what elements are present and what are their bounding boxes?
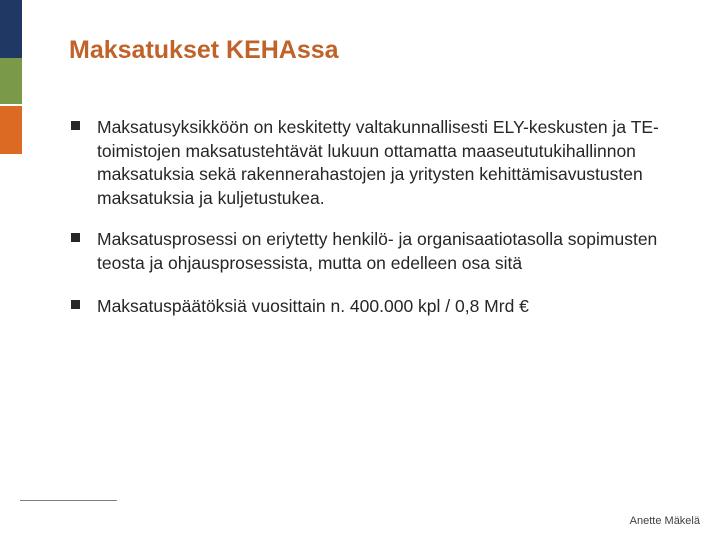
footer-author: Anette Mäkelä <box>629 515 700 527</box>
square-bullet-icon <box>71 233 80 242</box>
bullet-text: Maksatuspäätöksiä vuosittain n. 400.000 kpl / 0,8 Mrd € <box>97 296 529 316</box>
bullet-item <box>70 116 670 210</box>
bullet-list <box>70 116 670 319</box>
bullet-item <box>70 228 670 275</box>
slide-title: Maksatukset KEHAssa <box>69 36 339 64</box>
square-bullet-icon <box>71 121 80 130</box>
footer-divider <box>20 500 117 501</box>
bullet-text: Maksatusyksikköön on keskitetty valtakunnallisesti ELY-keskusten ja TE-toimistojen maksatustehtävät lukuun ottamatta maaseututukihallinnon maksatuksia sekä rakennerahastojen ja yritysten kehittämisavustusten maksatuksia ja kuljetustukea. <box>97 117 659 208</box>
bullet-text: Maksatusprosessi on eriytetty henkilö- ja organisaatiotasolla sopimusten teosta ja ohjausprosessista, mutta on edelleen osa sitä <box>97 229 658 273</box>
square-bullet-icon <box>71 300 80 309</box>
accent-bar-green <box>0 58 22 104</box>
bullet-item <box>70 295 670 319</box>
accent-bar-navy <box>0 0 22 58</box>
accent-bar-orange <box>0 106 22 154</box>
